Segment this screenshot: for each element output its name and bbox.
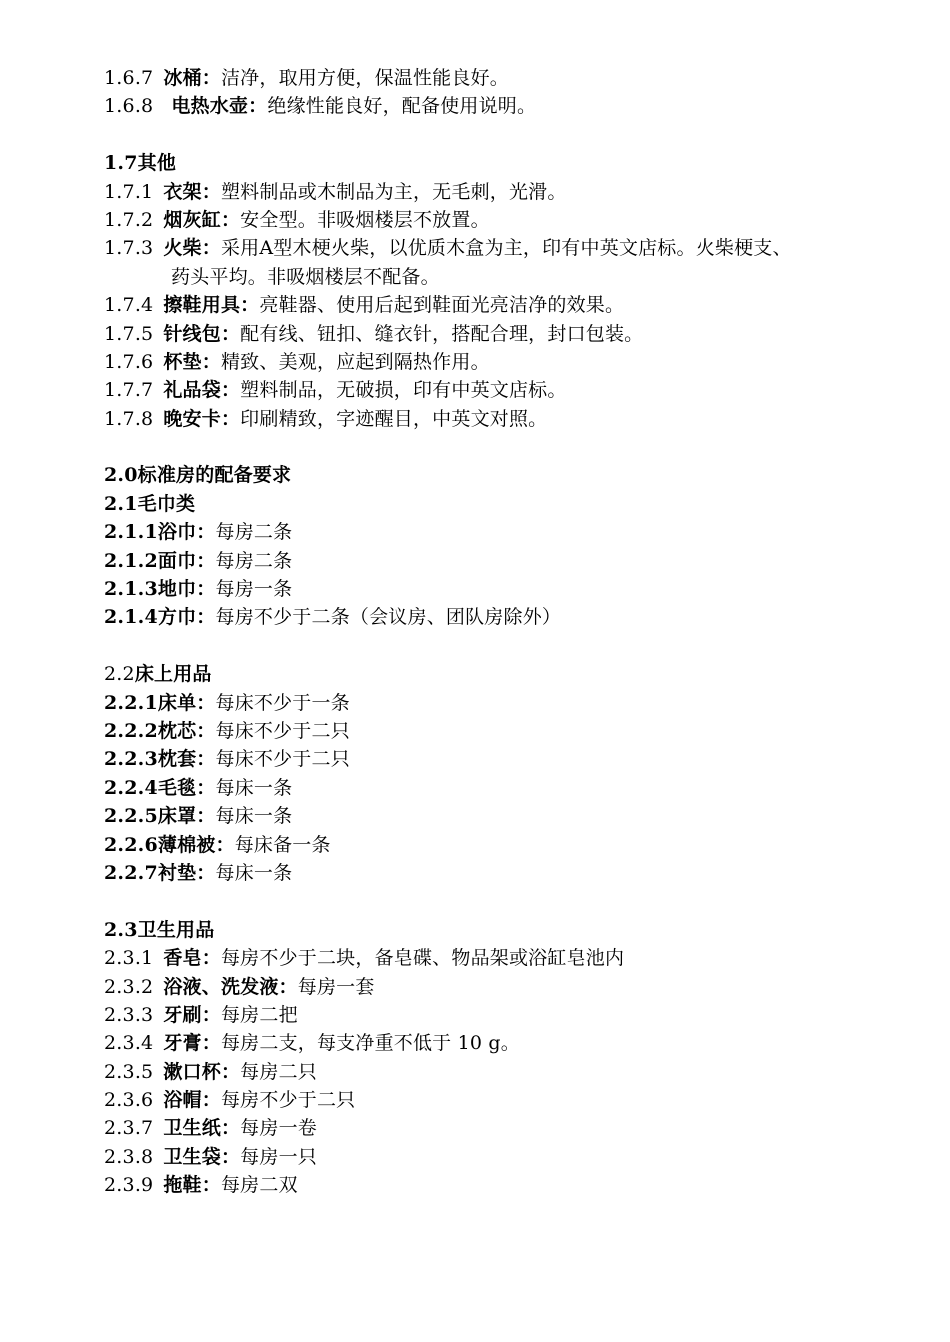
item-2-3-3 bbox=[104, 1001, 904, 1029]
item-label: 火柴： bbox=[163, 237, 221, 260]
item-text: 亮鞋器、使用后起到鞋面光亮洁净的效果。 bbox=[259, 294, 625, 317]
item-number: 1.7.4 bbox=[104, 294, 154, 317]
spacer bbox=[104, 433, 904, 461]
item-label: 枕芯： bbox=[157, 719, 216, 742]
item-label: 枕套： bbox=[157, 748, 216, 771]
spacer bbox=[104, 121, 904, 149]
section-heading-2-2 bbox=[104, 660, 904, 688]
section-heading-2-1: 2.1毛巾类 bbox=[104, 492, 196, 515]
item-text: 每房不少于二条（会议房、团队房除外） bbox=[215, 606, 562, 629]
item-text: 洁净，取用方便，保温性能良好。 bbox=[220, 67, 509, 89]
item-text: 每房二条 bbox=[215, 549, 293, 572]
item-number: 2.3.5 bbox=[104, 1060, 154, 1083]
item-text: 配有线、钮扣、缝衣针，搭配合理，封口包装。 bbox=[240, 322, 644, 345]
item-label: 杯垫： bbox=[163, 350, 221, 373]
item-number: 2.2.2 bbox=[104, 719, 158, 742]
item-2-1-3 bbox=[104, 575, 904, 603]
item-1-6-7 bbox=[104, 64, 904, 92]
item-label: 晚安卡： bbox=[163, 407, 241, 430]
item-number: 2.1.1 bbox=[104, 521, 158, 544]
item-label: 浴巾： bbox=[157, 521, 216, 544]
item-number: 2.2.5 bbox=[104, 805, 158, 828]
item-1-7-8 bbox=[104, 405, 904, 433]
item-1-7-4 bbox=[104, 291, 904, 319]
item-label: 浴液、洗发液： bbox=[163, 975, 298, 998]
item-number: 1.7.5 bbox=[104, 322, 154, 345]
item-label: 卫生袋： bbox=[163, 1145, 241, 1168]
item-number: 2.2.3 bbox=[104, 748, 158, 771]
item-text: 塑料制品或木制品为主，无毛刺，光滑。 bbox=[220, 180, 567, 203]
item-2-1-4 bbox=[104, 603, 904, 631]
item-label: 漱口杯： bbox=[163, 1060, 241, 1083]
item-2-3-8 bbox=[104, 1143, 904, 1171]
item-2-3-2 bbox=[104, 973, 904, 1001]
item-label: 浴帽： bbox=[163, 1089, 221, 1112]
item-text: 精致、美观，应起到隔热作用。 bbox=[220, 350, 490, 373]
section-number: 2.2 bbox=[104, 663, 135, 686]
item-label: 衣架： bbox=[163, 180, 221, 203]
item-text: 每房二双 bbox=[220, 1174, 298, 1197]
item-label: 床单： bbox=[157, 691, 216, 714]
item-number: 2.2.4 bbox=[104, 776, 158, 799]
item-label: 礼品袋： bbox=[163, 379, 241, 402]
item-2-3-7 bbox=[104, 1114, 904, 1142]
item-1-7-3-continuation: 药头平均。非吸烟楼层不配备。 bbox=[171, 265, 440, 288]
item-text: 每房一卷 bbox=[240, 1117, 317, 1140]
item-number: 1.7.1 bbox=[104, 180, 154, 203]
item-text: 每床一条 bbox=[215, 861, 293, 884]
item-label: 衬垫： bbox=[157, 861, 216, 884]
item-text: 每房一只 bbox=[240, 1145, 317, 1168]
item-text: 安全型。非吸烟楼层不放置。 bbox=[240, 208, 490, 231]
item-text: 采用A型木梗火柴，以优质木盒为主，印有中英文店标。火柴梗支、 bbox=[220, 237, 792, 260]
item-label: 薄棉被： bbox=[157, 833, 235, 856]
item-2-2-6 bbox=[104, 831, 904, 859]
item-number: 2.1.3 bbox=[104, 578, 158, 601]
item-number: 1.7.7 bbox=[104, 379, 154, 402]
item-label: 牙膏： bbox=[163, 1032, 221, 1055]
item-number: 2.3.2 bbox=[104, 975, 154, 998]
item-label: 针线包： bbox=[163, 322, 241, 345]
item-number: 1.7.3 bbox=[104, 237, 154, 260]
item-label: 擦鞋用具： bbox=[163, 294, 260, 317]
item-number: 2.3.7 bbox=[104, 1117, 154, 1140]
item-2-2-4 bbox=[104, 774, 904, 802]
item-number: 2.3.8 bbox=[104, 1145, 154, 1168]
item-label: 床罩： bbox=[157, 805, 216, 828]
item-label: 香皂： bbox=[163, 947, 221, 970]
item-number: 2.2.1 bbox=[104, 691, 158, 714]
item-text: 每房二条 bbox=[215, 521, 293, 544]
item-text: 印刷精致，字迹醒目，中英文对照。 bbox=[240, 407, 548, 430]
item-2-2-5 bbox=[104, 802, 904, 830]
item-number: 2.3.6 bbox=[104, 1089, 154, 1112]
item-label: 电热水壶： bbox=[171, 95, 268, 118]
item-text: 每房不少于二只 bbox=[220, 1089, 356, 1112]
item-text: 每床不少于二只 bbox=[215, 748, 350, 771]
item-text: 每房一条 bbox=[215, 578, 293, 601]
item-1-7-7 bbox=[104, 376, 904, 404]
item-1-7-1 bbox=[104, 178, 904, 206]
item-number: 2.1.4 bbox=[104, 606, 158, 629]
item-number: 2.2.7 bbox=[104, 861, 158, 884]
item-1-7-5 bbox=[104, 320, 904, 348]
item-text: 每床备一条 bbox=[234, 833, 331, 856]
item-2-3-6 bbox=[104, 1086, 904, 1114]
section-title: 床上用品 bbox=[134, 663, 212, 686]
item-number: 2.3.1 bbox=[104, 947, 154, 970]
item-2-1-1 bbox=[104, 518, 904, 546]
item-text: 塑料制品，无破损，印有中英文店标。 bbox=[240, 379, 567, 402]
item-label: 毛毯： bbox=[157, 776, 216, 799]
item-number: 2.3.3 bbox=[104, 1003, 154, 1026]
item-2-2-3 bbox=[104, 745, 904, 773]
item-1-7-2 bbox=[104, 206, 904, 234]
item-label: 面巾： bbox=[157, 549, 216, 572]
item-2-3-4 bbox=[104, 1029, 904, 1057]
item-number: 2.3.9 bbox=[104, 1174, 154, 1197]
document-page bbox=[104, 64, 904, 1200]
item-number: 1.6.8 bbox=[104, 95, 154, 118]
item-1-6-8 bbox=[104, 92, 904, 120]
item-2-1-2 bbox=[104, 547, 904, 575]
item-number: 2.2.6 bbox=[104, 833, 158, 856]
item-number: 1.7.2 bbox=[104, 208, 154, 231]
item-2-2-2 bbox=[104, 717, 904, 745]
item-text: 每床一条 bbox=[215, 776, 293, 799]
item-number: 1.7.6 bbox=[104, 350, 154, 373]
item-text: 绝缘性能良好，配备使用说明。 bbox=[267, 95, 537, 118]
item-number: 1.6.7 bbox=[104, 67, 154, 89]
item-number: 2.1.2 bbox=[104, 549, 158, 572]
section-heading-2-0: 2.0标准房的配备要求 bbox=[104, 464, 292, 487]
item-label: 拖鞋： bbox=[163, 1174, 221, 1197]
item-label: 冰桶： bbox=[163, 67, 221, 89]
item-text: 每房一套 bbox=[297, 975, 375, 998]
item-text: 每房不少于二块，备皂碟、物品架或浴缸皂池内 bbox=[220, 947, 625, 970]
item-2-2-7 bbox=[104, 859, 904, 887]
item-label: 地巾： bbox=[157, 578, 216, 601]
item-label: 牙刷： bbox=[163, 1003, 221, 1026]
item-text: 每房二把 bbox=[220, 1003, 298, 1026]
item-2-3-1 bbox=[104, 944, 904, 972]
item-label: 方巾： bbox=[157, 606, 216, 629]
item-number: 1.7.8 bbox=[104, 407, 154, 430]
item-text: 每房二支，每支净重不低于 10 g。 bbox=[220, 1032, 520, 1055]
spacer bbox=[104, 887, 904, 915]
item-2-3-9 bbox=[104, 1171, 904, 1199]
item-2-3-5 bbox=[104, 1058, 904, 1086]
item-text: 每床不少于一条 bbox=[215, 691, 350, 714]
item-1-7-6 bbox=[104, 348, 904, 376]
section-heading-1-7: 1.7其他 bbox=[104, 152, 177, 175]
item-text: 每床不少于二只 bbox=[215, 719, 350, 742]
item-2-2-1 bbox=[104, 689, 904, 717]
item-label: 卫生纸： bbox=[163, 1117, 241, 1140]
section-heading-2-3: 2.3卫生用品 bbox=[104, 918, 215, 941]
spacer bbox=[104, 632, 904, 660]
item-text: 每床一条 bbox=[215, 805, 293, 828]
item-number: 2.3.4 bbox=[104, 1032, 154, 1055]
item-label: 烟灰缸： bbox=[163, 208, 241, 231]
item-text: 每房二只 bbox=[240, 1060, 317, 1083]
item-1-7-3 bbox=[104, 234, 904, 262]
